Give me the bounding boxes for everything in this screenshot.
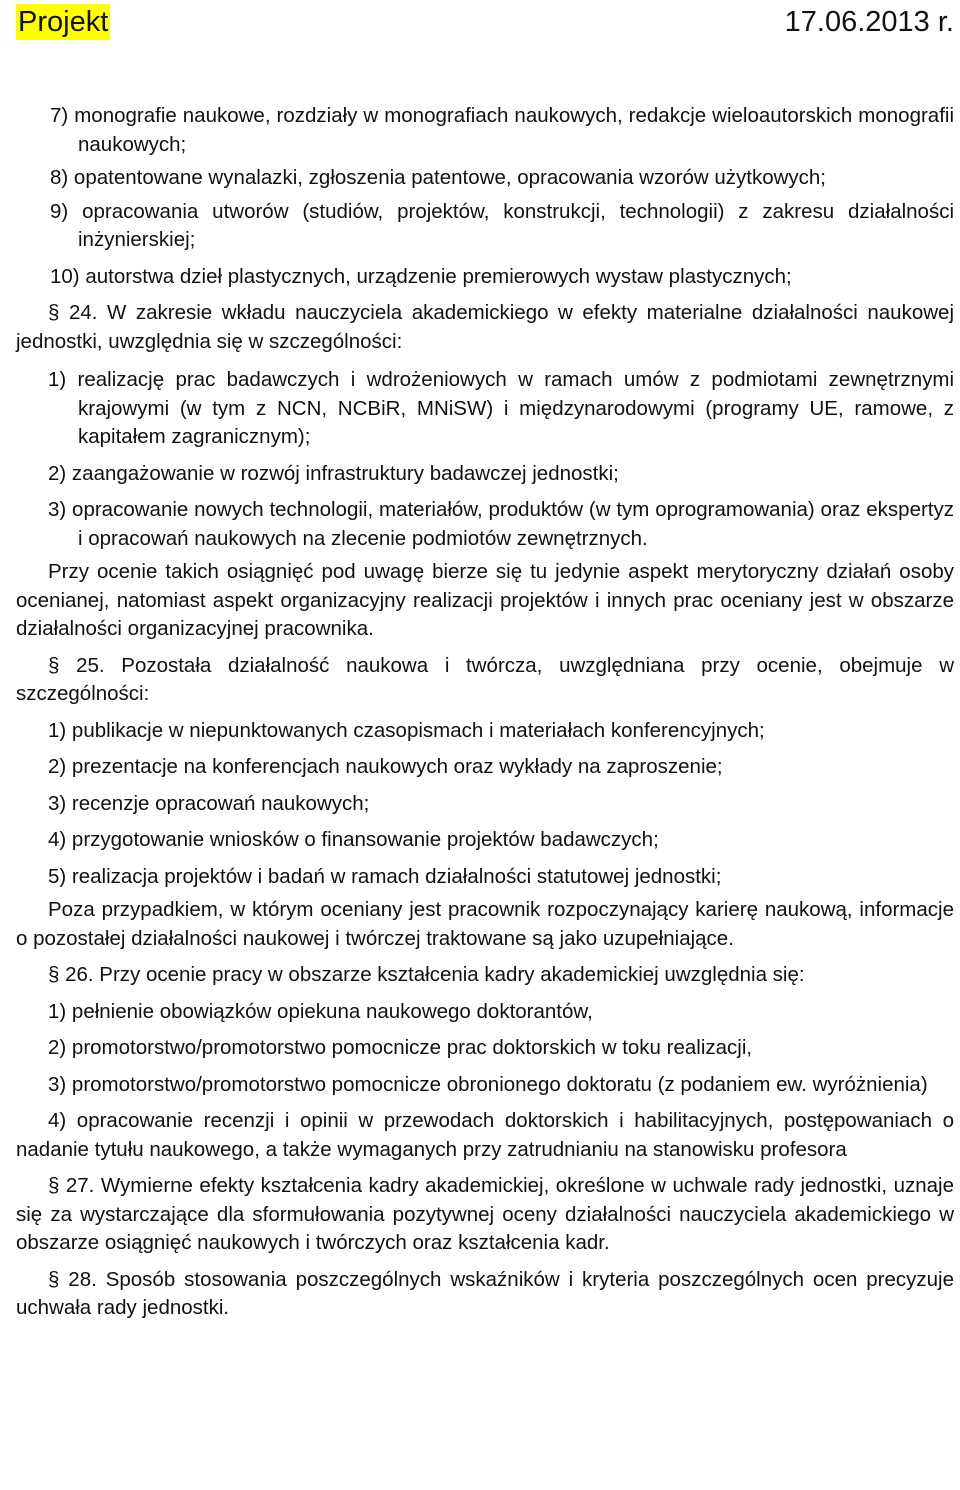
- paragraph: Przy ocenie takich osiągnięć pod uwagę bierze się tu jedynie aspekt merytoryczny działań osoby ocenianej, natomiast aspekt organizacyjny realizacji projektów i innych prac oceniany jest w obszarze działalności organizacyjnej pracownika.: [16, 560, 954, 640]
- list-item: 1) pełnienie obowiązków opiekuna naukowego doktorantów,: [48, 999, 593, 1023]
- list-item: 3) recenzje opracowań naukowych;: [48, 791, 370, 815]
- list-item: 2) prezentacje na konferencjach naukowych oraz wykłady na zaproszenie;: [48, 755, 723, 778]
- draft-label: Projekt: [18, 6, 109, 38]
- section-24: § 24. W zakresie wkładu nauczyciela akademickiego w efekty materialne działalności naukowej jednostki, uwzględnia się w szczególności:: [16, 301, 954, 353]
- list-item: 5) realizacja projektów i badań w ramach działalności statutowej jednostki;: [48, 864, 722, 888]
- list-item: 7) monografie naukowe, rozdziały w monografiach naukowych, redakcje wieloautorskich monografii naukowych;: [50, 104, 954, 156]
- list-item: 2) promotorstwo/promotorstwo pomocnicze prac doktorskich w toku realizacji,: [48, 1036, 753, 1059]
- paragraph: Poza przypadkiem, w którym oceniany jest pracownik rozpoczynający karierę naukową, informacje o pozostałej działalności naukowej i twórczej traktowane są jako uzupełniające.: [16, 898, 954, 950]
- list-item: 2) zaangażowanie w rozwój infrastruktury badawczej jednostki;: [48, 461, 619, 485]
- document-date: 17.06.2013 r.: [784, 6, 954, 38]
- list-item: 1) realizację prac badawczych i wdrożeniowych w ramach umów z podmiotami zewnętrznymi krajowymi (w tym z NCN, NCBiR, MNiSW) i międzynarodowymi (programy UE, ramowe, z kapitałem zagranicznym);: [48, 368, 954, 448]
- page-header: [0, 4, 960, 40]
- list-item: 4) opracowanie recenzji i opinii w przewodach doktorskich i habilitacyjnych, postępowaniach o nadanie tytułu naukowego, a także wymaganych przy zatrudnianiu na stanowisku profesora: [16, 1109, 954, 1161]
- section-28: § 28. Sposób stosowania poszczególnych wskaźników i kryteria poszczególnych ocen precyzuje uchwała rady jednostki.: [16, 1267, 954, 1319]
- list-item: 8) opatentowane wynalazki, zgłoszenia patentowe, opracowania wzorów użytkowych;: [50, 166, 827, 189]
- list-item: 4) przygotowanie wniosków o finansowanie projektów badawczych;: [48, 828, 659, 851]
- list-item: 9) opracowania utworów (studiów, projektów, konstrukcji, technologii) z zakresu działalności inżynierskiej;: [50, 199, 954, 251]
- list-item: 1) publikacje w niepunktowanych czasopismach i materiałach konferencyjnych;: [48, 718, 765, 742]
- section-26: § 26. Przy ocenie pracy w obszarze kształcenia kadry akademickiej uwzględnia się:: [48, 963, 805, 986]
- list-item: 3) opracowanie nowych technologii, materiałów, produktów (w tym oprogramowania) oraz ekspertyz i opracowań naukowych na zlecenie podmiotów zewnętrznych.: [48, 498, 954, 550]
- list-item: 10) autorstwa dzieł plastycznych, urządzenie premierowych wystaw plastycznych;: [50, 264, 792, 288]
- list-item: 3) promotorstwo/promotorstwo pomocnicze obronionego doktoratu (z podaniem ew. wyróżnienia): [48, 1072, 928, 1096]
- section-27: § 27. Wymierne efekty kształcenia kadry akademickiej, określone w uchwale rady jednostki, uznaje się za wystarczające dla sformułowania pozytywnej oceny działalności nauczyciela akademickiego w obszarze osiągnięć naukowych i twórczych oraz kształcenia kadr.: [16, 1174, 954, 1254]
- section-25: § 25. Pozostała działalność naukowa i twórcza, uwzględniana przy ocenie, obejmuje w szczególności:: [16, 653, 954, 705]
